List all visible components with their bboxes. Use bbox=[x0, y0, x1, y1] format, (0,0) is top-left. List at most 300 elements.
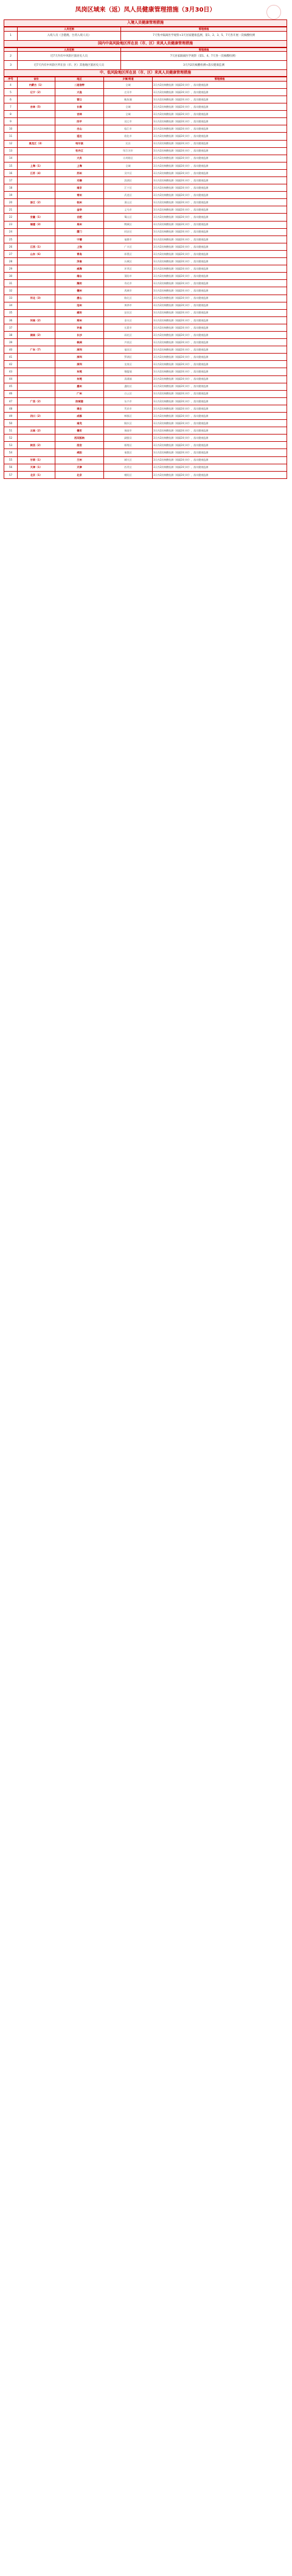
table-row bbox=[4, 184, 287, 192]
row-town: 让胡路区 bbox=[104, 155, 153, 162]
row-number: 15 bbox=[4, 162, 18, 169]
row-town: 西青区 bbox=[104, 464, 153, 471]
row-scope: 近7天内有中风险区所在县（市、区）其他地区旅居史人员 bbox=[18, 61, 121, 70]
row-measure: 3天内2次核酸检测（间隔24小时），落实健康监测 bbox=[153, 88, 287, 96]
inbound-table bbox=[4, 27, 287, 41]
row-district: 兰州 bbox=[55, 456, 104, 464]
row-number: 5 bbox=[4, 88, 18, 96]
row-town: 福鼎市 bbox=[104, 236, 153, 243]
row-number: 30 bbox=[4, 273, 18, 280]
row-district: 深圳 bbox=[55, 354, 104, 361]
row-town: 塘厦镇 bbox=[104, 368, 153, 375]
row-town: 鲅鱼圈 bbox=[104, 96, 153, 103]
table-row bbox=[4, 243, 287, 250]
row-number: 29 bbox=[4, 265, 18, 273]
row-town: 历城区 bbox=[104, 258, 153, 265]
row-measure: 3天内2次核酸检测（间隔24小时），落实健康监测 bbox=[153, 456, 287, 464]
row-province: 广西（2） bbox=[18, 397, 55, 405]
row-measure: 3天内2次核酸检测（间隔24小时），落实健康监测 bbox=[153, 250, 287, 257]
table-row bbox=[4, 273, 287, 280]
row-province bbox=[18, 390, 55, 397]
row-province bbox=[18, 258, 55, 265]
row-province: 湖南（2） bbox=[18, 331, 55, 338]
row-number: 36 bbox=[4, 316, 18, 324]
row-province bbox=[18, 118, 55, 125]
row-town: 朝阳区 bbox=[104, 471, 153, 478]
row-province bbox=[18, 435, 55, 442]
row-district: 四平 bbox=[55, 118, 104, 125]
row-number: 57 bbox=[4, 471, 18, 478]
row-measure: 3天内2次核酸检测（间隔24小时），落实健康监测 bbox=[153, 449, 287, 456]
table-header-row bbox=[4, 47, 287, 52]
row-province bbox=[18, 265, 55, 273]
row-measure: 3天内2次核酸检测（间隔24小时），落实健康监测 bbox=[153, 435, 287, 442]
row-province: 黑龙江（3） bbox=[18, 140, 55, 147]
table-row bbox=[4, 221, 287, 228]
row-measure: 3天内2次核酸检测（间隔24小时），落实健康监测 bbox=[153, 214, 287, 221]
row-measure: 3天内2次核酸检测（间隔24小时），落实健康监测 bbox=[153, 471, 287, 478]
row-town: 芦淞区 bbox=[104, 339, 153, 346]
high-risk-table bbox=[4, 47, 287, 71]
row-number: 19 bbox=[4, 192, 18, 199]
table-row bbox=[4, 61, 287, 70]
row-province bbox=[18, 111, 55, 118]
table-header-row bbox=[4, 27, 287, 32]
row-measure: 3天内2次核酸检测（间隔24小时），落实健康监测 bbox=[153, 420, 287, 427]
row-town: 勐腊县 bbox=[104, 435, 153, 442]
row-province: 天津（1） bbox=[18, 464, 55, 471]
row-town: 武进区 bbox=[104, 192, 153, 199]
table-row bbox=[4, 354, 287, 361]
row-measure: 3天内2次核酸检测（间隔24小时），落实健康监测 bbox=[153, 169, 287, 176]
row-town: 即墨区 bbox=[104, 250, 153, 257]
row-district: 大连 bbox=[55, 88, 104, 96]
row-number: 21 bbox=[4, 206, 18, 214]
row-number: 51 bbox=[4, 427, 18, 435]
table-row bbox=[4, 361, 287, 368]
row-measure: 3天内2次核酸检测（间隔24小时），落实健康监测 bbox=[153, 199, 287, 206]
row-district: 厦门 bbox=[55, 228, 104, 236]
row-province: 福建（3） bbox=[18, 221, 55, 228]
row-district: 惠州 bbox=[55, 383, 104, 390]
row-number: 46 bbox=[4, 390, 18, 397]
row-district: 白山 bbox=[55, 125, 104, 133]
row-measure: 3天内2次核酸检测（间隔24小时），落实健康监测 bbox=[153, 162, 287, 169]
row-district: 吉林 bbox=[55, 111, 104, 118]
row-province bbox=[18, 206, 55, 214]
row-town: 城关区 bbox=[104, 456, 153, 464]
row-number: 35 bbox=[4, 309, 18, 316]
row-measure: 3天内2次核酸检测（间隔24小时），落实健康监测 bbox=[153, 103, 287, 111]
row-town: 临江市 bbox=[104, 125, 153, 133]
row-number: 12 bbox=[4, 140, 18, 147]
table-row bbox=[4, 81, 287, 88]
row-province: 河南（2） bbox=[18, 316, 55, 324]
row-town: 鲤城区 bbox=[104, 221, 153, 228]
row-number: 32 bbox=[4, 287, 18, 295]
row-town: 白云区 bbox=[104, 390, 153, 397]
row-province: 甘肃（1） bbox=[18, 456, 55, 464]
row-number: 55 bbox=[4, 456, 18, 464]
table-row bbox=[4, 383, 287, 390]
row-province bbox=[18, 302, 55, 309]
row-district: 金华 bbox=[55, 206, 104, 214]
row-town: 雨花区 bbox=[104, 331, 153, 338]
row-number: 39 bbox=[4, 339, 18, 346]
row-number: 54 bbox=[4, 449, 18, 456]
table-row bbox=[4, 162, 287, 169]
row-number: 37 bbox=[4, 324, 18, 331]
row-province: 安徽（1） bbox=[18, 214, 55, 221]
table-row bbox=[4, 206, 287, 214]
row-number: 34 bbox=[4, 302, 18, 309]
row-town: 罗湖区 bbox=[104, 354, 153, 361]
table-row bbox=[4, 111, 287, 118]
row-town: 寿光市 bbox=[104, 280, 153, 287]
row-measure: 3天内2次核酸检测（间隔24小时），落实健康监测 bbox=[153, 331, 287, 338]
row-district: 德州 bbox=[55, 287, 104, 295]
row-number: 14 bbox=[4, 155, 18, 162]
table-row bbox=[4, 280, 287, 287]
row-number: 27 bbox=[4, 250, 18, 257]
row-district: 南充 bbox=[55, 420, 104, 427]
row-town: 义乌市 bbox=[104, 206, 153, 214]
row-town: 蜀山区 bbox=[104, 214, 153, 221]
row-town: 清溪镇 bbox=[104, 375, 153, 383]
row-number: 33 bbox=[4, 295, 18, 302]
row-measure: 3天内2次核酸检测（间隔24小时），落实健康监测 bbox=[153, 354, 287, 361]
row-measure: 3天内2次核酸检测（间隔24小时），落实健康监测 bbox=[153, 390, 287, 397]
table-row bbox=[4, 236, 287, 243]
row-number: 9 bbox=[4, 118, 18, 125]
table-row bbox=[4, 420, 287, 427]
row-province: 江苏（4） bbox=[18, 169, 55, 176]
table-row bbox=[4, 471, 287, 478]
table-row bbox=[4, 88, 287, 96]
row-province bbox=[18, 383, 55, 390]
row-province bbox=[18, 236, 55, 243]
row-district: 宁德 bbox=[55, 236, 104, 243]
row-province bbox=[18, 449, 55, 456]
row-number: 56 bbox=[4, 464, 18, 471]
region-table bbox=[4, 77, 287, 479]
table-row bbox=[4, 96, 287, 103]
table-row bbox=[4, 228, 287, 236]
row-town: 绥芬河市 bbox=[104, 147, 153, 155]
row-province bbox=[18, 177, 55, 184]
table-row bbox=[4, 397, 287, 405]
row-town: 莱阳市 bbox=[104, 273, 153, 280]
row-province bbox=[18, 324, 55, 331]
table-row bbox=[4, 405, 287, 412]
row-number: 47 bbox=[4, 397, 18, 405]
row-town: 全域 bbox=[104, 81, 153, 88]
table-row bbox=[4, 140, 287, 147]
row-province bbox=[18, 155, 55, 162]
table-row bbox=[4, 169, 287, 176]
row-town: 顺庆区 bbox=[104, 420, 153, 427]
table-row bbox=[4, 390, 287, 397]
header-province: 省份 bbox=[18, 77, 55, 82]
row-district: 苏州 bbox=[55, 169, 104, 176]
row-town: 环翠区 bbox=[104, 265, 153, 273]
row-district: 烟台 bbox=[55, 273, 104, 280]
table-row bbox=[4, 442, 287, 449]
row-town: 全域 bbox=[104, 103, 153, 111]
row-district: 防城港 bbox=[55, 397, 104, 405]
row-district: 营口 bbox=[55, 96, 104, 103]
row-number: 28 bbox=[4, 258, 18, 265]
row-province: 山东（6） bbox=[18, 250, 55, 257]
table-row bbox=[4, 427, 287, 435]
row-measure: 3天内2次核酸检测（间隔24小时），落实健康监测 bbox=[153, 346, 287, 354]
document-sheet bbox=[4, 1, 287, 479]
row-measure: 3天内2次核酸检测（间隔24小时），落实健康监测 bbox=[153, 339, 287, 346]
row-province: 四川（2） bbox=[18, 413, 55, 420]
table-row bbox=[4, 324, 287, 331]
row-number: 4 bbox=[4, 81, 18, 88]
row-town: 吴中区 bbox=[104, 169, 153, 176]
region-table-body bbox=[4, 81, 287, 478]
row-district: 潍坊 bbox=[55, 280, 104, 287]
row-number: 40 bbox=[4, 346, 18, 354]
row-measure: 3天内2次核酸检测（间隔24小时），落实健康监测 bbox=[153, 316, 287, 324]
row-town: 秦都区 bbox=[104, 449, 153, 456]
row-measure: 3天内2次核酸检测（间隔24小时），落实健康监测 bbox=[153, 228, 287, 236]
row-measure: 3天内2次核酸检测（间隔24小时），落实健康监测 bbox=[153, 273, 287, 280]
row-number: 42 bbox=[4, 361, 18, 368]
row-district: 牡丹江 bbox=[55, 147, 104, 155]
row-district: 青岛 bbox=[55, 250, 104, 257]
row-district: 二连浩特 bbox=[55, 81, 104, 88]
row-town: 金水区 bbox=[104, 316, 153, 324]
row-district: 长沙 bbox=[55, 331, 104, 338]
row-town: 禹城市 bbox=[104, 287, 153, 295]
row-scope: 近7天内有中风险区旅居史人员 bbox=[18, 52, 121, 61]
row-province bbox=[18, 405, 55, 412]
row-town: 全域 bbox=[104, 162, 153, 169]
row-district: 成都 bbox=[55, 413, 104, 420]
row-district: 延边 bbox=[55, 133, 104, 140]
row-measure: 3天内2次核酸检测（间隔24小时），落实健康监测 bbox=[153, 413, 287, 420]
row-measure: 3天内2次核酸检测（间隔24小时），落实健康监测 bbox=[153, 155, 287, 162]
row-province: 北京（1） bbox=[18, 471, 55, 478]
row-district: 唐山 bbox=[55, 295, 104, 302]
row-district: 咸阳 bbox=[55, 449, 104, 456]
header-town: 乡镇/街道 bbox=[104, 77, 153, 82]
row-province: 浙江（2） bbox=[18, 199, 55, 206]
row-measure: 3天内2次核酸检测（间隔24小时），落实健康监测 bbox=[153, 118, 287, 125]
row-town: 同安区 bbox=[104, 228, 153, 236]
table-row bbox=[4, 192, 287, 199]
table-row bbox=[4, 147, 287, 155]
row-district: 许昌 bbox=[55, 324, 104, 331]
header-no: 序号 bbox=[4, 77, 18, 82]
row-province bbox=[18, 354, 55, 361]
row-province bbox=[18, 280, 55, 287]
row-number: 53 bbox=[4, 442, 18, 449]
row-measure: 3天内2次核酸检测+落实健康监测 bbox=[121, 61, 287, 70]
row-town: 惠阳区 bbox=[104, 383, 153, 390]
row-number: 22 bbox=[4, 214, 18, 221]
row-district: 郑州 bbox=[55, 316, 104, 324]
row-number: 7 bbox=[4, 103, 18, 111]
row-measure: 3天内2次核酸检测（间隔24小时），落实健康监测 bbox=[153, 295, 287, 302]
row-number: 43 bbox=[4, 368, 18, 375]
page-title: 凤岗区域来（返）凤人员健康管理措施（3月30日） bbox=[4, 1, 287, 20]
row-measure: 3天内2次核酸检测（间隔24小时），落实健康监测 bbox=[153, 397, 287, 405]
row-number: 49 bbox=[4, 413, 18, 420]
row-measure: 3天内2次核酸检测（间隔24小时），落实健康监测 bbox=[153, 361, 287, 368]
row-measure: 3天内2次核酸检测（间隔24小时），落实健康监测 bbox=[153, 280, 287, 287]
row-province bbox=[18, 309, 55, 316]
row-measure: 3天内2次核酸检测（间隔24小时），落实健康监测 bbox=[153, 442, 287, 449]
row-district: 泉州 bbox=[55, 221, 104, 228]
row-measure: 3天内2次核酸检测（间隔24小时），落实健康监测 bbox=[153, 464, 287, 471]
row-province: 吉林（5） bbox=[18, 103, 55, 111]
row-district: 长春 bbox=[55, 103, 104, 111]
row-number: 18 bbox=[4, 184, 18, 192]
row-measure: 3天内2次核酸检测（间隔24小时），落实健康监测 bbox=[153, 81, 287, 88]
table-row bbox=[4, 199, 287, 206]
row-district: 西双版纳 bbox=[55, 435, 104, 442]
row-district: 杭州 bbox=[55, 199, 104, 206]
row-measure: 3天内2次核酸检测（间隔24小时），落实健康监测 bbox=[153, 368, 287, 375]
row-town: 瑞丽市 bbox=[104, 427, 153, 435]
row-province bbox=[18, 375, 55, 383]
row-measure: 3天内2次核酸检测（间隔24小时），落实健康监测 bbox=[153, 147, 287, 155]
row-district: 威海 bbox=[55, 265, 104, 273]
row-number: 6 bbox=[4, 96, 18, 103]
header-no bbox=[4, 27, 18, 32]
row-district: 株洲 bbox=[55, 339, 104, 346]
row-district: 广州 bbox=[55, 390, 104, 397]
row-measure: 3天内2次核酸检测（间隔24小时），落实健康监测 bbox=[153, 243, 287, 250]
header-scope: 人员范围 bbox=[18, 27, 121, 32]
header-scope: 人员范围 bbox=[18, 47, 121, 52]
table-row bbox=[4, 316, 287, 324]
row-province bbox=[18, 287, 55, 295]
row-measure: 3天内2次核酸检测（间隔24小时），落实健康监测 bbox=[153, 302, 287, 309]
table-row bbox=[4, 302, 287, 309]
table-row bbox=[4, 250, 287, 257]
row-province bbox=[18, 339, 55, 346]
row-town: 全域 bbox=[104, 111, 153, 118]
table-row bbox=[4, 449, 287, 456]
row-district: 无锡 bbox=[55, 177, 104, 184]
row-measure: 3天内2次核酸检测（间隔24小时），落实健康监测 bbox=[153, 221, 287, 228]
row-province bbox=[18, 147, 55, 155]
row-town: 福田区 bbox=[104, 346, 153, 354]
row-number: 26 bbox=[4, 243, 18, 250]
stamp-seal bbox=[266, 5, 281, 19]
row-town: 龙岗区 bbox=[104, 361, 153, 368]
row-measure: 7天居家隔离医学观察（第1、4、7天各一次核酸检测） bbox=[121, 52, 287, 61]
row-measure: 3天内2次核酸检测（间隔24小时），落实健康监测 bbox=[153, 111, 287, 118]
row-province bbox=[18, 420, 55, 427]
row-number: 31 bbox=[4, 280, 18, 287]
row-province bbox=[18, 96, 55, 103]
row-town: 庄河市 bbox=[104, 88, 153, 96]
row-number: 50 bbox=[4, 420, 18, 427]
row-province bbox=[18, 368, 55, 375]
row-district: 大庆 bbox=[55, 155, 104, 162]
table-row bbox=[4, 103, 287, 111]
row-number: 3 bbox=[4, 61, 18, 70]
row-number: 2 bbox=[4, 52, 18, 61]
section-inbound-label: 入境人员健康管理措施 bbox=[4, 20, 287, 27]
row-province bbox=[18, 228, 55, 236]
row-district: 深圳 bbox=[55, 346, 104, 354]
row-district: 东莞 bbox=[55, 368, 104, 375]
row-town: 广丰区 bbox=[104, 243, 153, 250]
row-measure: 3天内2次核酸检测（间隔24小时），落实健康监测 bbox=[153, 405, 287, 412]
table-row bbox=[4, 456, 287, 464]
table-row bbox=[4, 31, 287, 40]
row-town: 东兴市 bbox=[104, 397, 153, 405]
table-row bbox=[4, 464, 287, 471]
row-town: 宾县 bbox=[104, 140, 153, 147]
row-measure: 3天内2次核酸检测（间隔24小时），落实健康监测 bbox=[153, 265, 287, 273]
row-number: 44 bbox=[4, 375, 18, 383]
table-row bbox=[4, 287, 287, 295]
row-district: 崇左 bbox=[55, 405, 104, 412]
row-town: 雁塔区 bbox=[104, 442, 153, 449]
header-measure: 管理措施 bbox=[153, 77, 287, 82]
row-district: 深圳 bbox=[55, 361, 104, 368]
row-district: 上海 bbox=[55, 162, 104, 169]
section-low-risk-label: 中、低风险地区所在县（市、区）来凤人员健康管理措施 bbox=[4, 70, 287, 77]
row-province bbox=[18, 133, 55, 140]
row-measure: 3天内2次核酸检测（间隔24小时），落实健康监测 bbox=[153, 324, 287, 331]
row-town: 郫都区 bbox=[104, 413, 153, 420]
row-number: 17 bbox=[4, 177, 18, 184]
row-town: 凭祥市 bbox=[104, 405, 153, 412]
row-province bbox=[18, 184, 55, 192]
row-number: 13 bbox=[4, 147, 18, 155]
table-row bbox=[4, 177, 287, 184]
row-measure: 3天内2次核酸检测（间隔24小时），落实健康监测 bbox=[153, 427, 287, 435]
row-province: 江西（1） bbox=[18, 243, 55, 250]
header-measure: 管理措施 bbox=[121, 27, 287, 32]
row-district: 沧州 bbox=[55, 302, 104, 309]
row-number: 24 bbox=[4, 228, 18, 236]
header-no bbox=[4, 47, 18, 52]
table-row bbox=[4, 435, 287, 442]
row-town: 路北区 bbox=[104, 295, 153, 302]
table-row bbox=[4, 265, 287, 273]
row-province: 辽宁（2） bbox=[18, 88, 55, 96]
row-number: 41 bbox=[4, 354, 18, 361]
row-province bbox=[18, 273, 55, 280]
table-row bbox=[4, 155, 287, 162]
row-number: 23 bbox=[4, 221, 18, 228]
table-row bbox=[4, 258, 287, 265]
row-province: 云南（2） bbox=[18, 427, 55, 435]
row-measure: 3天内2次核酸检测（间隔24小时），落实健康监测 bbox=[153, 140, 287, 147]
table-row bbox=[4, 133, 287, 140]
table-row bbox=[4, 309, 287, 316]
row-town: 长葛市 bbox=[104, 324, 153, 331]
row-province: 内蒙古（1） bbox=[18, 81, 55, 88]
row-measure: 3天内2次核酸检测（间隔24小时），落实健康监测 bbox=[153, 206, 287, 214]
row-province: 陕西（2） bbox=[18, 442, 55, 449]
row-district: 上饶 bbox=[55, 243, 104, 250]
row-town: 滨湖区 bbox=[104, 177, 153, 184]
row-number: 48 bbox=[4, 405, 18, 412]
row-province: 上海（1） bbox=[18, 162, 55, 169]
row-measure: 3天内2次核酸检测（间隔24小时），落实健康监测 bbox=[153, 125, 287, 133]
